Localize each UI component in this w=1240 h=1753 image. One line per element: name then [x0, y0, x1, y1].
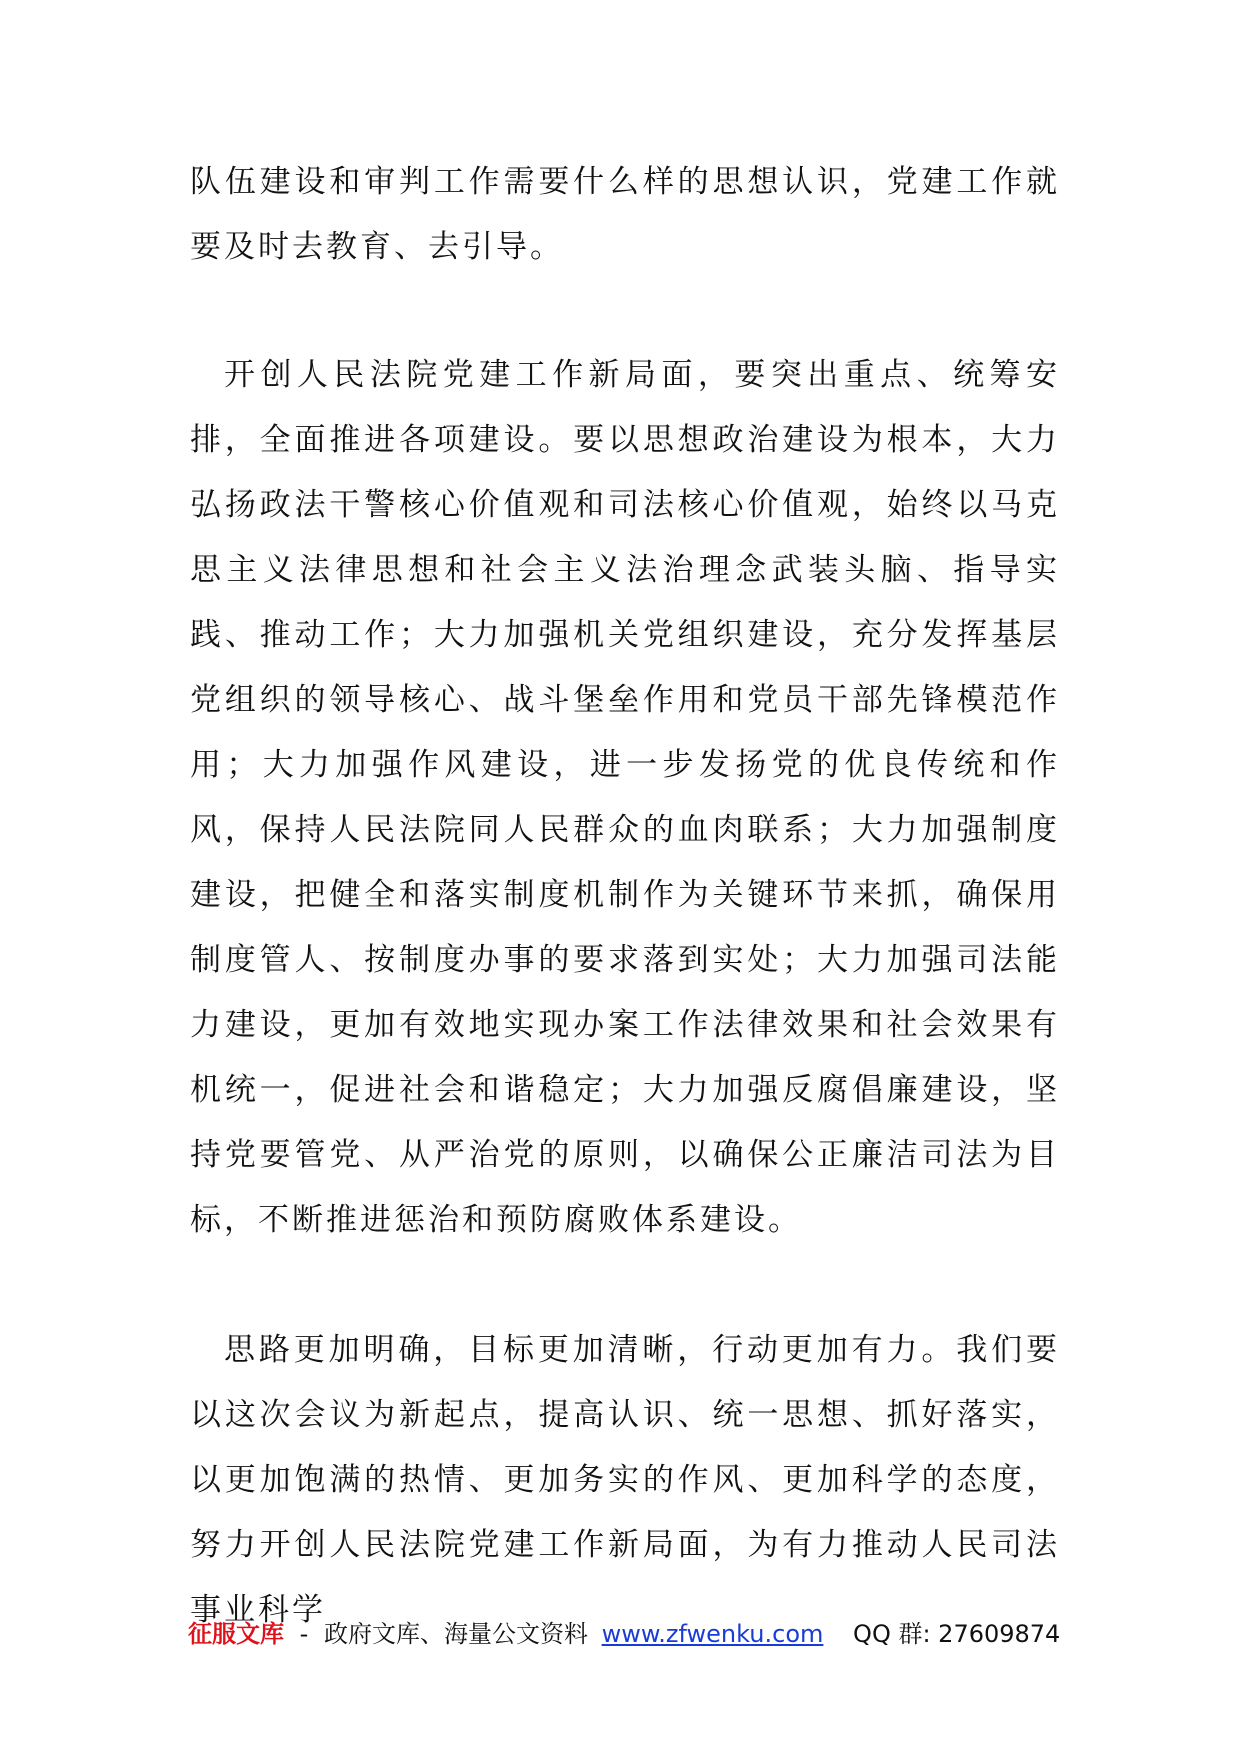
footer-brand: 征服文库: [188, 1620, 284, 1648]
paragraph-2: 开创人民法院党建工作新局面，要突出重点、统筹安排，全面推进各项建设。要以思想政治建设为根本，大力弘扬政法干警核心价值观和司法核心价值观，始终以马克思主义法律思想和社会主义法治理念武装头脑、指导实践、推动工作；大力加强机关党组织建设，充分发挥基层党组织的领导核心、战斗堡垒作用和党员干部先锋模范作用；大力加强作风建设，进一步发扬党的优良传统和作风，保持人民法院同人民群众的血肉联系；大力加强制度建设，把健全和落实制度机制作为关键环节来抓，确保用制度管人、按制度办事的要求落到实处；大力加强司法能力建设，更加有效地实现办案工作法律效果和社会效果有机统一，促进社会和谐稳定；大力加强反腐倡廉建设，坚持党要管党、从严治党的原则，以确保公正廉洁司法为目标，不断推进惩治和预防腐败体系建设。: [190, 357, 1060, 1238]
footer-website-link[interactable]: www.zfwenku.com: [601, 1620, 824, 1648]
footer-tagline: 政府文库、海量公文资料: [323, 1620, 588, 1648]
footer-qq-group: QQ 群: 27609874: [853, 1620, 1061, 1648]
page-footer: [188, 1614, 1068, 1654]
footer-separator: -: [299, 1620, 309, 1648]
paragraph-1: 队伍建设和审判工作需要什么样的思想认识，党建工作就要及时去教育、去引导。: [190, 164, 1060, 265]
document-body: [190, 150, 1060, 1708]
paragraph-3: 思路更加明确，目标更加清晰，行动更加有力。我们要以这次会议为新起点，提高认识、统一思想、抓好落实，以更加饱满的热情、更加务实的作风、更加科学的态度，努力开创人民法院党建工作新局面，为有力推动人民司法事业科学: [190, 1332, 1060, 1628]
